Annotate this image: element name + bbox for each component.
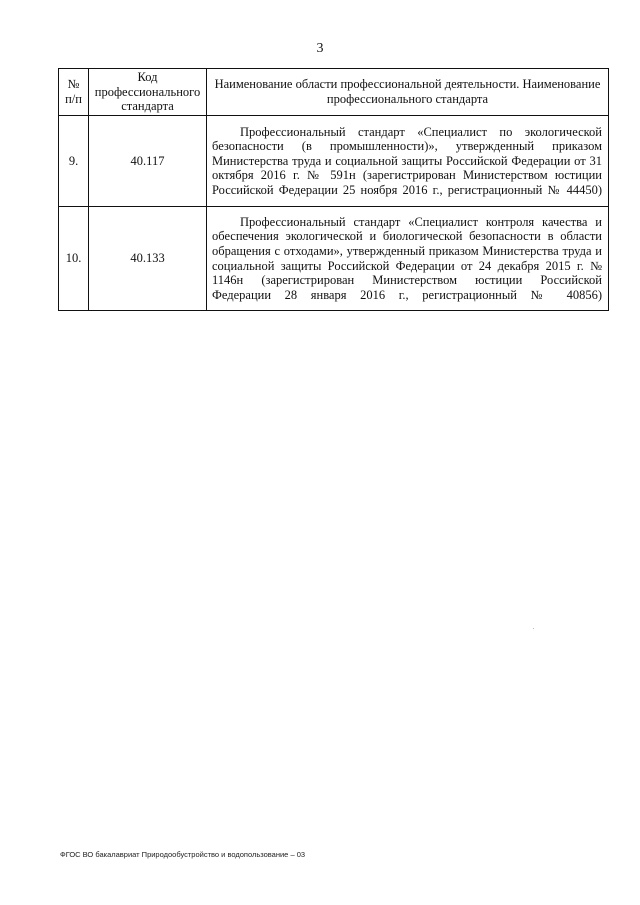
document-footer: ФГОС ВО бакалавриат Природообустройство и водопользование – 03 (60, 850, 306, 859)
table-row (59, 116, 609, 207)
standard-code: 40.117 (89, 116, 207, 207)
table-row (59, 207, 609, 311)
scan-speck (533, 628, 534, 629)
header-standard-name: Наименование области профессиональной деятельности. Наименование профессионального стандарта (207, 69, 609, 116)
table-header-row (59, 69, 609, 116)
professional-standards-table (58, 68, 609, 311)
standard-description: Профессиональный стандарт «Специалист контроля качества и обеспечения экологической и биологической безопасности в области обращения с отходами», утвержденный приказом Министерства труда и социальной защиты Российской Федерации от 24 декабря 2015 г. № 1146н (зарегистрирован Министерством юстиции Российской Федерации 28 января 2016 г., регистрационный № 40856) (207, 207, 609, 311)
row-number: 9. (59, 116, 89, 207)
header-standard-code: Код профессионального стандарта (89, 69, 207, 116)
standard-code: 40.133 (89, 207, 207, 311)
page-number: 3 (316, 41, 324, 56)
row-number: 10. (59, 207, 89, 311)
standard-description: Профессиональный стандарт «Специалист по экологической безопасности (в промышленности)», утвержденный приказом Министерства труда и социальной защиты Российской Федерации от 31 октября 2016 г. № 591н (зарегистрирован Министерством юстиции Российской Федерации 25 ноября 2016 г., регистрационный № 44450) (207, 116, 609, 207)
header-number: № п/п (59, 69, 89, 116)
